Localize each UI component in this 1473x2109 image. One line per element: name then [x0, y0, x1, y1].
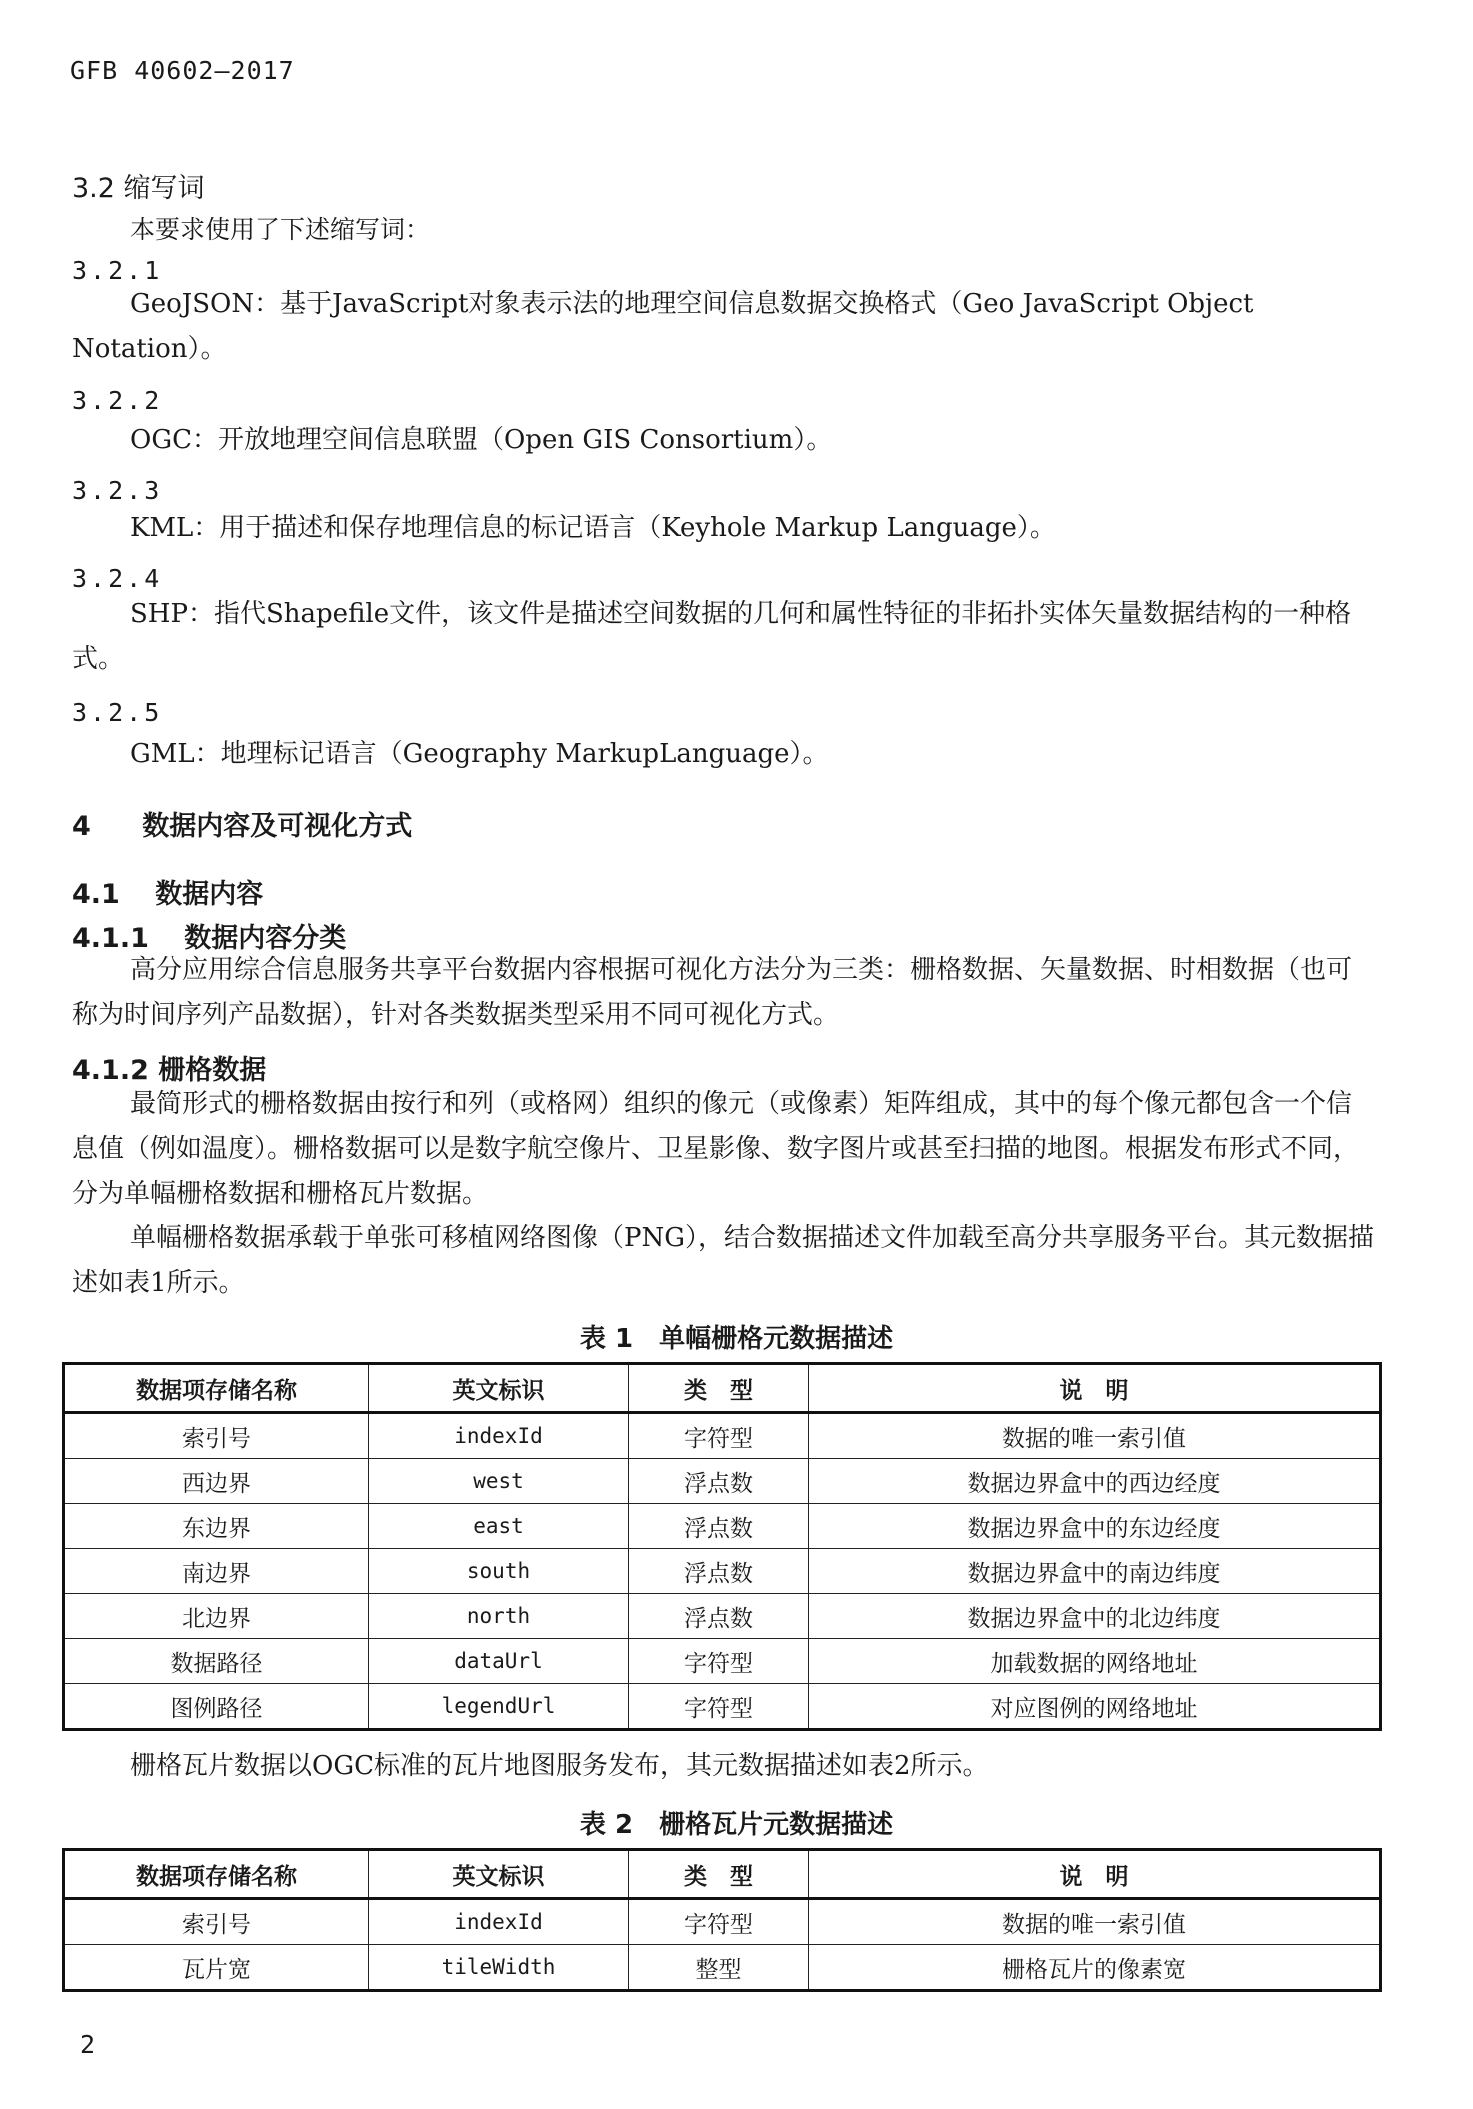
table-cell: indexId [369, 1899, 629, 1945]
table2-caption: 表 2 栅格瓦片元数据描述 [579, 1810, 894, 1840]
table1-header-row [64, 1364, 1381, 1413]
section-4-1-num: 4.1 [72, 879, 120, 910]
section-4-1-2-title: 4.1.2 栅格数据 [72, 1055, 267, 1086]
table-cell: 数据边界盒中的西边经度 [809, 1459, 1381, 1504]
table-cell: 数据的唯一索引值 [809, 1899, 1381, 1945]
section-3-2-intro: 本要求使用了下述缩写词： [130, 215, 431, 244]
section-4-1-1-text: 高分应用综合信息服务共享平台数据内容根据可视化方法分为三类：栅格数据、矢量数据、时相数据（也可称为时间序列产品数据），针对各类数据类型采用不同可视化方式。 [72, 955, 1353, 1030]
item-num-3-2-1: 3.2.1 [72, 256, 163, 285]
table-row [64, 1945, 1381, 1991]
section-4-1-heading: 数据内容 [155, 879, 264, 910]
table-cell: 东边界 [64, 1504, 369, 1549]
item-num-3-2-4: 3.2.4 [72, 564, 163, 593]
table-cell: indexId [369, 1413, 629, 1459]
table1-caption: 表 1 单幅栅格元数据描述 [579, 1324, 894, 1354]
item-num-3-2-3: 3.2.3 [72, 476, 163, 505]
table-cell: 数据的唯一索引值 [809, 1413, 1381, 1459]
table-cell: 数据边界盒中的东边经度 [809, 1504, 1381, 1549]
item-text-3-2-1: GeoJSON：基于JavaScript对象表示法的地理空间信息数据交换格式（Geo JavaScript Object Notation）。 [72, 289, 1254, 364]
table-cell: 字符型 [629, 1899, 809, 1945]
table2-header-cell: 类 型 [629, 1850, 809, 1899]
table-cell: 浮点数 [629, 1594, 809, 1639]
section-4-1-2-para1: 最简形式的栅格数据由按行和列（或格网）组织的像元（或像素）矩阵组成，其中的每个像元都包含一个信息值（例如温度）。栅格数据可以是数字航空像片、卫星影像、数字图片或甚至扫描的地图。根据发布形式不同，分为单幅栅格数据和栅格瓦片数据。 [72, 1089, 1360, 1209]
table-cell: legendUrl [369, 1684, 629, 1730]
section-3-2-title: 3.2 缩写词 [72, 173, 205, 204]
table-row [64, 1504, 1381, 1549]
table-row [64, 1899, 1381, 1945]
table-cell: 瓦片宽 [64, 1945, 369, 1991]
table-cell: 图例路径 [64, 1684, 369, 1730]
table-cell: tileWidth [369, 1945, 629, 1991]
item-num-3-2-2: 3.2.2 [72, 386, 163, 415]
table-cell: 对应图例的网络地址 [809, 1684, 1381, 1730]
table-cell: 字符型 [629, 1413, 809, 1459]
doc-code-header: GFB 40602—2017 [70, 56, 295, 85]
table1-header-cell: 说 明 [809, 1364, 1381, 1413]
table2-header-cell: 说 明 [809, 1850, 1381, 1899]
table2-header-cell: 英文标识 [369, 1850, 629, 1899]
section-4-title [72, 804, 412, 843]
table1-header-cell: 类 型 [629, 1364, 809, 1413]
table-cell: 南边界 [64, 1549, 369, 1594]
section-4-1-1-num: 4.1.1 [72, 923, 149, 954]
table-cell: west [369, 1459, 629, 1504]
section-4-1-1-heading: 数据内容分类 [184, 923, 347, 954]
table-cell: 整型 [629, 1945, 809, 1991]
table-cell: dataUrl [369, 1639, 629, 1684]
section-4-1-2-para2: 单幅栅格数据承载于单张可移植网络图像（PNG），结合数据描述文件加载至高分共享服务平台。其元数据描述如表1所示。 [72, 1223, 1375, 1298]
table-row [64, 1549, 1381, 1594]
table-row [64, 1639, 1381, 1684]
item-text-3-2-2: OGC：开放地理空间信息联盟（Open GIS Consortium）。 [130, 425, 833, 455]
table-cell: east [369, 1504, 629, 1549]
section-4-num: 4 [72, 811, 91, 842]
section-4-1-title [72, 872, 263, 911]
table-row [64, 1594, 1381, 1639]
item-num-3-2-5: 3.2.5 [72, 698, 163, 727]
table-cell: 浮点数 [629, 1504, 809, 1549]
table-cell: 浮点数 [629, 1459, 809, 1504]
section-4-heading: 数据内容及可视化方式 [142, 811, 413, 842]
table-row [64, 1684, 1381, 1730]
table-cell: 字符型 [629, 1684, 809, 1730]
table-cell: 浮点数 [629, 1549, 809, 1594]
table-cell: 字符型 [629, 1639, 809, 1684]
table1-header-cell: 英文标识 [369, 1364, 629, 1413]
table-cell: north [369, 1594, 629, 1639]
table1 [62, 1362, 1382, 1731]
table2-header-cell: 数据项存储名称 [64, 1850, 369, 1899]
table2-header-row [64, 1850, 1381, 1899]
table-row [64, 1459, 1381, 1504]
table-cell: 数据边界盒中的北边纬度 [809, 1594, 1381, 1639]
table-cell: 数据边界盒中的南边纬度 [809, 1549, 1381, 1594]
table1-header-cell: 数据项存储名称 [64, 1364, 369, 1413]
page-number: 2 [80, 2030, 96, 2059]
table-cell: 北边界 [64, 1594, 369, 1639]
table-cell: 栅格瓦片的像素宽 [809, 1945, 1381, 1991]
table-cell: 索引号 [64, 1899, 369, 1945]
item-text-3-2-3: KML：用于描述和保存地理信息的标记语言（Keyhole Markup Language）。 [130, 513, 1056, 543]
item-text-3-2-4: SHP：指代Shapefile文件，该文件是描述空间数据的几何和属性特征的非拓扑实体矢量数据结构的一种格式。 [72, 599, 1352, 674]
table-cell: 加载数据的网络地址 [809, 1639, 1381, 1684]
table-cell: south [369, 1549, 629, 1594]
table-cell: 索引号 [64, 1413, 369, 1459]
section-4-1-2-para3: 栅格瓦片数据以OGC标准的瓦片地图服务发布，其元数据描述如表2所示。 [130, 1751, 989, 1781]
table-cell: 西边界 [64, 1459, 369, 1504]
item-text-3-2-5: GML：地理标记语言（Geography MarkupLanguage）。 [130, 739, 829, 769]
table-cell: 数据路径 [64, 1639, 369, 1684]
table-row [64, 1413, 1381, 1459]
table2 [62, 1848, 1382, 1992]
